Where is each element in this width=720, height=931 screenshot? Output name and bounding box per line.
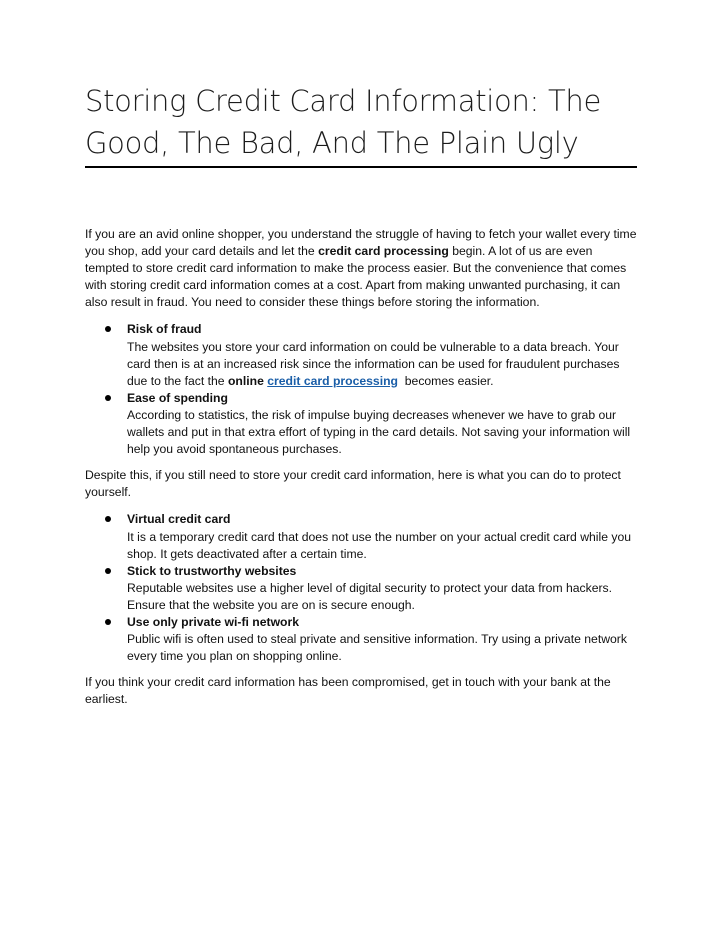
list-item-heading: Virtual credit card <box>127 512 231 527</box>
transition-paragraph: Despite this, if you still need to store your credit card information, here is what you can do to protect yourself. <box>85 468 621 500</box>
list-item-trustworthy-websites <box>85 563 637 614</box>
list-item-text: It is a temporary credit card that does not use the number on your actual credit card while you shop. It gets deactivated after a certain time. <box>127 529 632 561</box>
list-item-text-end: becomes easier. <box>397 373 494 388</box>
bullet-icon <box>105 568 111 574</box>
list-item-virtual-credit-card <box>85 511 637 562</box>
bullet-icon <box>105 516 111 522</box>
intro-paragraph <box>85 226 637 311</box>
list-item-bold-word: online <box>227 373 264 388</box>
list-item-heading: Risk of fraud <box>127 322 202 337</box>
list-item-ease-of-spending <box>85 390 637 458</box>
list-item-heading: Stick to trustworthy websites <box>127 563 297 578</box>
intro-text-start: If you are an avid online shopper, you understand the struggle of having to fetch your wallet every time you shop, add your card details and let the <box>85 227 637 259</box>
list-item-heading: Use only private wi-fi network <box>127 614 300 629</box>
list-item-text: According to statistics, the risk of impulse buying decreases whenever we have to grab our wallets and put in that extra effort of typing in the card details. Not saving your information will help you avoid spontaneous purchases. <box>127 407 631 457</box>
risks-list <box>85 321 637 458</box>
bullet-icon <box>105 395 111 401</box>
page-title: Storing Credit Card Information: The Good, The Bad, And The Plain Ugly <box>85 84 601 160</box>
bullet-icon <box>105 326 111 332</box>
credit-card-processing-link[interactable]: credit card processing <box>267 373 398 388</box>
bullet-icon <box>105 619 111 625</box>
list-item-private-wifi <box>85 614 637 665</box>
closing-paragraph: If you think your credit card information has been compromised, get in touch with your bank at the earliest. <box>85 675 611 707</box>
title-divider <box>85 166 637 168</box>
list-item-heading: Ease of spending <box>127 390 228 405</box>
list-item-text: Public wifi is often used to steal private and sensitive information. Try using a private network every time you plan on shopping online. <box>127 632 627 664</box>
list-item-risk-of-fraud <box>85 321 637 389</box>
intro-bold-phrase: credit card processing <box>318 244 449 259</box>
list-item-text: The websites you store your card information on could be vulnerable to a data breach. Your card then is at an increased risk since the information can be used for fraudulent purchases due to the fact the <box>127 339 620 388</box>
intro-text-end: begin. A lot of us are even tempted to store credit card information to make the process easier. But the convenience that comes with storing credit card information comes at a cost. Apart from making unwanted purchasing, it can also result in fraud. You need to consider these things before storing the information. <box>85 244 627 310</box>
document-body <box>85 226 637 717</box>
list-item-text: Reputable websites use a higher level of digital security to protect your data from hackers. Ensure that the website you are on is secure enough. <box>127 580 613 612</box>
tips-list <box>85 511 637 665</box>
